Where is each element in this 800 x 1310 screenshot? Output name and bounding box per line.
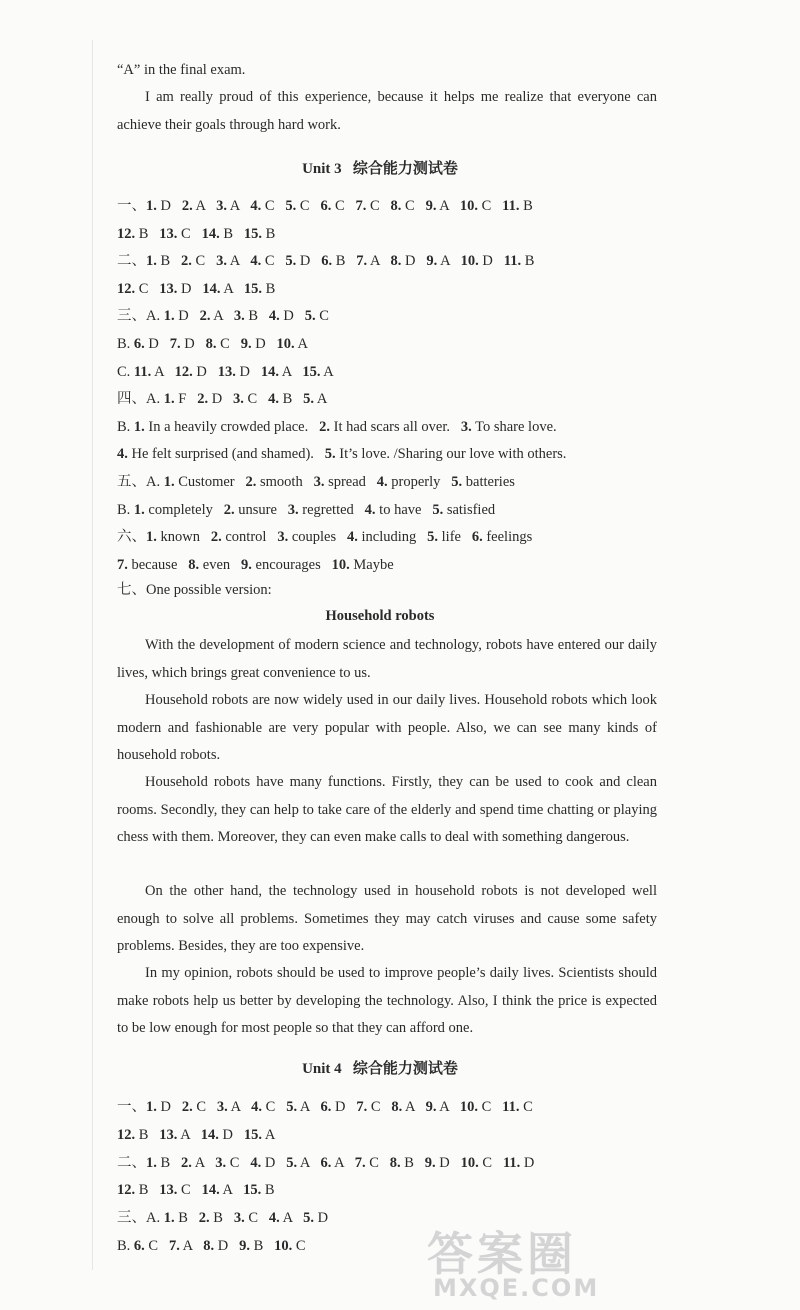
answer-value: C (191, 253, 206, 270)
question-number: 11. (503, 253, 522, 270)
answer-value: D (180, 336, 195, 352)
answer-value: A (191, 1154, 205, 1171)
answer-row (117, 555, 394, 575)
answer-row (117, 500, 495, 520)
question-number: 11. (502, 1099, 520, 1115)
answer-value: B (135, 225, 149, 242)
answer-value: D (401, 253, 416, 270)
answer-value: B (156, 253, 171, 270)
answer-value: to have (375, 501, 422, 518)
answer-value: D (192, 363, 207, 380)
section-label: 四、A. (117, 391, 164, 408)
answer-value: A (297, 1099, 310, 1115)
answer-value: C (296, 198, 310, 214)
question-number: 5. (304, 308, 316, 325)
question-number: 13. (159, 225, 178, 242)
question-number: 12. (117, 225, 136, 242)
answer-value: A (436, 1099, 449, 1115)
question-number: 10. (331, 556, 350, 573)
question-number: 2. (181, 1099, 193, 1115)
section-label: C. (117, 363, 134, 380)
answer-value: encourages (251, 556, 321, 573)
answer-value: B (135, 1126, 149, 1143)
answer-value: A (177, 1126, 190, 1143)
answer-value: B (332, 253, 346, 270)
answer-row (117, 527, 532, 547)
answer-value: A (151, 363, 164, 380)
question-number: 5. (285, 253, 297, 270)
answer-value: D (478, 253, 493, 270)
question-number: 13. (159, 280, 178, 297)
essay-paragraph-1 (117, 632, 657, 687)
question-number: 2. (319, 418, 330, 435)
answer-value: C (401, 198, 415, 214)
question-number: 1. (146, 529, 157, 546)
essay-paragraph-4-text: On the other hand, the technology used in household robots is not developed well enough to solve all problems. Sometimes they may catch viruses and cause some safety problems. Besides, they are too expensive. (117, 883, 657, 954)
answer-value: C (519, 1099, 533, 1115)
question-number: 2. (181, 253, 192, 270)
answer-value: completely (144, 501, 213, 518)
answer-value: C (216, 336, 230, 352)
question-number: 4. (268, 1210, 280, 1227)
answer-value: D (174, 308, 189, 325)
question-number: 10. (276, 336, 295, 352)
question-number: 2. (245, 474, 257, 490)
question-number: 1. (163, 308, 175, 325)
answer-value: because (127, 556, 178, 573)
question-number: 1. (146, 253, 157, 270)
question-number: 14. (202, 280, 221, 297)
continuation-paragraph-text: I am really proud of this experience, because it helps me realize that everyone can achieve their goals through hard work. (117, 89, 657, 133)
question-number: 7. (354, 1154, 366, 1171)
answer-value: including (357, 529, 417, 546)
section-label: 二、 (117, 1154, 146, 1171)
question-number: 7. (356, 253, 368, 270)
question-number: 7. (355, 198, 367, 214)
answer-value: F (174, 391, 187, 408)
answer-value: D (435, 1154, 450, 1171)
answer-value: life (438, 529, 461, 546)
answer-value: B (174, 1210, 188, 1227)
question-number: 8. (205, 336, 217, 352)
answer-value: B (209, 1210, 223, 1227)
question-number: 2. (181, 198, 193, 214)
question-number: 4. (250, 253, 262, 270)
answer-row (117, 334, 308, 354)
unit3-title (0, 157, 760, 178)
answer-value: A (210, 308, 223, 325)
question-number: 1. (133, 501, 145, 518)
question-number: 5. (285, 198, 297, 214)
section-label: B. (117, 1238, 134, 1254)
answer-value: C (478, 1154, 493, 1171)
answer-value: B (262, 280, 276, 297)
question-number: 15. (243, 1182, 262, 1199)
section-label: 三、A. (117, 308, 164, 325)
answer-value: C (192, 1099, 207, 1115)
answer-value: B (400, 1154, 414, 1171)
question-number: 4. (346, 529, 358, 546)
question-number: 7. (168, 1238, 180, 1254)
continuation-line: “A” in the final exam. (117, 62, 246, 78)
question-number: 9. (424, 1154, 436, 1171)
answer-value: B (262, 225, 276, 242)
question-number: 9. (240, 336, 252, 352)
answer-row (117, 251, 534, 271)
question-number: 1. (163, 474, 175, 490)
question-number: 8. (389, 1154, 401, 1171)
question-number: 15. (243, 1126, 263, 1143)
essay-paragraph-5-text: In my opinion, robots should be used to improve people’s daily lives. Scientists should make robots help us better by developing the technology. Also, I think the price is expected to be low enough for most people so that they can afford one. (117, 965, 657, 1036)
question-number: 3. (216, 1099, 228, 1115)
answer-value: C (135, 280, 149, 297)
question-number: 10. (459, 1099, 478, 1115)
answer-value: smooth (256, 474, 303, 490)
question-number: 2. (181, 1154, 192, 1171)
answer-value: D (208, 391, 223, 408)
binding-margin-line (92, 40, 93, 1270)
answer-value: A (192, 198, 206, 214)
answer-row (117, 1180, 275, 1200)
question-number: 6. (321, 253, 333, 270)
answer-value: A (226, 198, 240, 214)
question-number: 1. (133, 418, 145, 435)
answer-value: D (261, 1154, 276, 1171)
answer-value: C (226, 1154, 240, 1171)
question-number: 12. (117, 1182, 136, 1199)
question-number: 5. (324, 446, 336, 463)
answer-value: A (220, 280, 234, 297)
question-number: 12. (117, 280, 136, 297)
answer-value: unsure (234, 501, 277, 518)
answer-value: A (219, 1182, 233, 1199)
answer-value: C (144, 1238, 159, 1254)
answer-value: couples (288, 529, 337, 546)
answer-value: C (315, 308, 329, 325)
question-number: 6. (133, 336, 145, 352)
answer-value: It had scars all over. (330, 418, 450, 435)
unit4-title-cn: 综合能力测试卷 (352, 1061, 458, 1077)
question-number: 5. (286, 1154, 298, 1171)
question-number: 3. (233, 391, 244, 408)
question-number: 8. (203, 1238, 215, 1254)
answer-value: C (292, 1238, 306, 1254)
section-label: B. (117, 336, 134, 352)
answer-value: C (477, 1099, 492, 1115)
answer-row (117, 196, 533, 216)
answer-row (117, 1125, 275, 1145)
answer-value: C (366, 198, 380, 214)
answer-value: C (177, 225, 191, 242)
answer-row (117, 1097, 533, 1117)
answer-value: B (135, 1182, 149, 1199)
question-number: 6. (471, 529, 483, 546)
question-number: 2. (223, 501, 235, 518)
answer-row (117, 224, 275, 244)
answer-value: D (177, 280, 192, 297)
question-number: 4. (250, 1154, 262, 1171)
answer-value: D (251, 336, 266, 352)
question-number: 3. (287, 501, 299, 518)
answer-value: A (331, 1154, 344, 1171)
essay-paragraph-3 (117, 769, 657, 852)
answer-value: A (320, 363, 334, 380)
question-number: 5. (427, 529, 439, 546)
question-number: 9. (425, 198, 437, 214)
answer-value: D (296, 253, 311, 270)
question-number: 1. (146, 1154, 157, 1171)
question-number: 3. (460, 418, 472, 435)
question-number: 8. (390, 253, 402, 270)
answer-value: D (218, 1126, 234, 1143)
question-number: 6. (320, 1154, 332, 1171)
answer-value: A (294, 336, 308, 352)
section-label: 三、A. (117, 1210, 164, 1227)
answer-value: even (199, 556, 231, 573)
answer-value: C (262, 1099, 276, 1115)
question-number: 11. (133, 363, 152, 380)
answer-value: A (437, 253, 450, 270)
question-number: 13. (159, 1126, 178, 1143)
question-number: 4. (364, 501, 376, 518)
watermark-logo (425, 1210, 795, 1310)
answer-value: D (144, 336, 159, 352)
essay-paragraph-2-text: Household robots are now widely used in our daily lives. Household robots which look modern and fashionable are very popular with people. Also, we can see many kinds of household robots. (117, 692, 657, 763)
question-number: 10. (459, 198, 478, 214)
question-number: 3. (215, 1154, 227, 1171)
question-number: 9. (239, 1238, 250, 1254)
answer-value: D (156, 1099, 171, 1115)
question-number: 2. (198, 1210, 210, 1227)
answer-row (117, 306, 329, 326)
answer-value: B (249, 1238, 264, 1254)
question-number: 12. (174, 363, 193, 380)
question-number: 5. (432, 501, 444, 518)
section-label: B. (117, 418, 134, 435)
answer-value: D (331, 1099, 346, 1115)
essay-intro: 七、One possible version: (117, 582, 272, 598)
question-number: 10. (274, 1238, 293, 1254)
question-number: 3. (216, 253, 227, 270)
answer-value: A (227, 1099, 241, 1115)
question-number: 12. (117, 1126, 136, 1143)
answer-row (117, 1236, 306, 1256)
question-number: 2. (197, 391, 209, 408)
question-number: 4. (268, 308, 280, 325)
question-number: 13. (217, 363, 236, 380)
question-number: 8. (390, 198, 402, 214)
question-number: 15. (302, 363, 321, 380)
answer-value: A (436, 198, 449, 214)
question-number: 14. (200, 1126, 219, 1143)
answer-value: D (156, 198, 171, 214)
answer-value: B (519, 198, 533, 214)
answer-value: Maybe (349, 556, 394, 573)
question-number: 4. (268, 391, 279, 408)
question-number: 5. (451, 474, 463, 490)
answer-row (117, 444, 566, 464)
section-label: 一、 (117, 1099, 146, 1115)
answer-value: feelings (482, 529, 533, 546)
question-number: 15. (243, 225, 263, 242)
question-number: 2. (210, 529, 222, 546)
answer-value: In a heavily crowded place. (144, 418, 309, 435)
essay-title: Household robots (325, 608, 435, 624)
answer-value: B (244, 308, 259, 325)
answer-value: Customer (174, 474, 235, 490)
answer-value: C (243, 391, 258, 408)
essay-paragraph-2 (117, 687, 657, 770)
question-number: 6. (320, 1099, 332, 1115)
answer-row (117, 389, 327, 409)
question-number: 7. (169, 336, 181, 352)
question-number: 5. (303, 391, 315, 408)
question-number: 13. (159, 1182, 178, 1199)
answer-value: D (314, 1210, 329, 1227)
question-number: 3. (277, 529, 289, 546)
question-number: 6. (320, 198, 332, 214)
answer-value: A (179, 1238, 193, 1254)
answer-value: D (520, 1154, 535, 1171)
answer-value: B (219, 225, 234, 242)
answer-value: C (367, 1099, 381, 1115)
answer-value: C (261, 198, 275, 214)
answer-value: C (244, 1210, 258, 1227)
essay-paragraph-4 (117, 878, 657, 961)
answer-value: properly (387, 474, 441, 490)
question-number: 1. (163, 1210, 175, 1227)
question-number: 1. (146, 1099, 157, 1115)
answer-value: batteries (462, 474, 515, 490)
watermark-url: MXQE.COM (433, 1274, 600, 1302)
answer-value: C (177, 1182, 191, 1199)
question-number: 2. (199, 308, 211, 325)
answer-value: B (261, 1182, 275, 1199)
question-number: 9. (241, 556, 252, 573)
question-number: 8. (391, 1099, 403, 1115)
question-number: 9. (426, 253, 438, 270)
answer-value: He felt surprised (and shamed). (127, 446, 314, 463)
answer-value: B (521, 253, 535, 270)
answer-value: A (402, 1099, 415, 1115)
question-number: 1. (163, 391, 175, 408)
answer-value: satisfied (443, 501, 496, 518)
question-number: 3. (233, 1210, 245, 1227)
question-number: 15. (243, 280, 263, 297)
answer-value: A (279, 1210, 293, 1227)
unit3-title-en: Unit 3 (302, 161, 342, 177)
answer-value: A (367, 253, 380, 270)
question-number: 4. (250, 198, 262, 214)
answer-value: A (297, 1154, 310, 1171)
answer-value: C (365, 1154, 379, 1171)
answer-value: control (221, 529, 267, 546)
answer-value: C (261, 253, 275, 270)
answer-value: spread (324, 474, 366, 490)
question-number: 14. (201, 225, 220, 242)
question-number: 1. (146, 198, 157, 214)
answer-value: C (477, 198, 492, 214)
answer-value: D (235, 363, 250, 380)
answer-value: A (262, 1126, 276, 1143)
watermark-cn: 答案圈 (427, 1227, 577, 1281)
question-number: 14. (260, 363, 279, 380)
answer-value: B (278, 391, 293, 408)
question-number: 11. (502, 198, 520, 214)
section-label: 一、 (117, 198, 146, 214)
question-number: 7. (117, 556, 128, 573)
answer-value: A (226, 253, 240, 270)
answer-value: It’s love. /Sharing our love with others. (335, 446, 567, 463)
answer-value: To share love. (471, 418, 557, 435)
essay-paragraph-1-text: With the development of modern science and technology, robots have entered our daily lives, which brings great convenience to us. (117, 637, 657, 681)
question-number: 5. (303, 1210, 314, 1227)
unit4-title-en: Unit 4 (302, 1061, 342, 1077)
question-number: 10. (460, 253, 479, 270)
answer-value: known (156, 529, 200, 546)
answer-row (117, 417, 557, 437)
answer-value: A (314, 391, 328, 408)
unit4-title (0, 1057, 760, 1078)
answer-row (117, 1208, 328, 1228)
answer-value: A (278, 363, 292, 380)
answer-row (117, 362, 334, 382)
answer-row (117, 1153, 534, 1173)
question-number: 3. (313, 474, 325, 490)
answer-row (117, 279, 275, 299)
answer-row (117, 472, 515, 492)
question-number: 10. (460, 1154, 479, 1171)
question-number: 7. (356, 1099, 368, 1115)
section-label: 六、 (117, 529, 146, 546)
question-number: 9. (425, 1099, 437, 1115)
essay-paragraph-5 (117, 960, 657, 1043)
question-number: 3. (233, 308, 245, 325)
answer-value: D (279, 308, 294, 325)
question-number: 4. (376, 474, 388, 490)
answer-value: D (214, 1238, 229, 1254)
question-number: 14. (201, 1182, 220, 1199)
question-number: 4. (251, 1099, 263, 1115)
question-number: 5. (286, 1099, 298, 1115)
question-number: 4. (117, 446, 128, 463)
unit3-title-cn: 综合能力测试卷 (352, 161, 458, 177)
continuation-paragraph (117, 83, 657, 139)
answer-value: regretted (298, 501, 354, 518)
question-number: 8. (188, 556, 200, 573)
question-number: 11. (502, 1154, 521, 1171)
essay-paragraph-3-text: Household robots have many functions. Firstly, they can be used to cook and clean rooms. Secondly, they can help to take care of the elderly and spend time chatting or playing chess with them. Moreover, they can even make calls to deal with something dangerous. (117, 774, 657, 845)
section-label: 五、A. (117, 474, 164, 490)
answer-value: B (156, 1154, 171, 1171)
section-label: 二、 (117, 253, 146, 270)
answer-value: C (331, 198, 345, 214)
section-label: B. (117, 501, 134, 518)
question-number: 3. (216, 198, 227, 214)
question-number: 6. (133, 1238, 145, 1254)
